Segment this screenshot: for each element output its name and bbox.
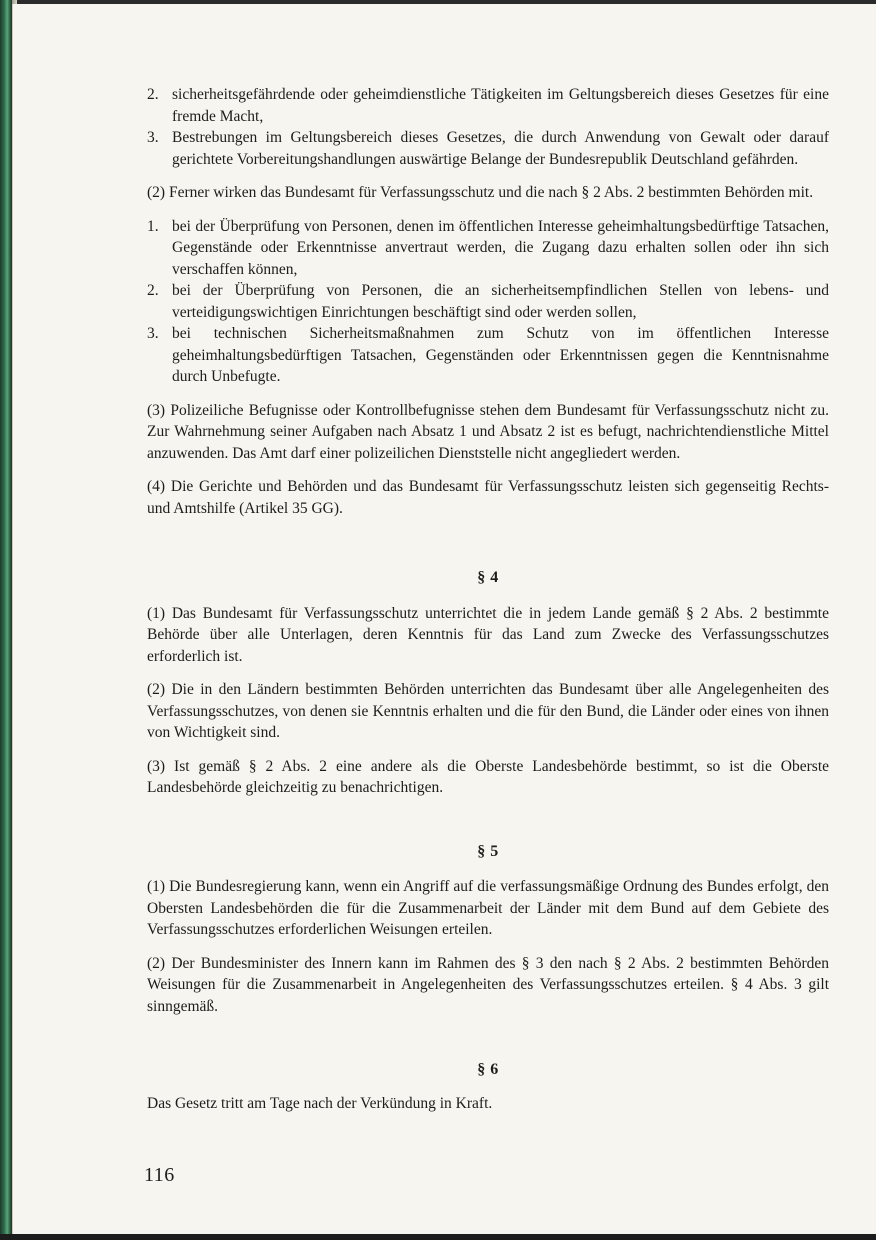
paragraph-4: (4) Die Gerichte und Behörden und das Bundesamt für Verfassungsschutz leisten sich gegenseitig Rechts- und Amtshilfe (Artikel 35 GG). [147,478,829,517]
section-6-heading: § 6 [477,1061,499,1078]
section-4-paragraph: (1) Das Bundesamt für Verfassungsschutz unterrichtet die in jedem Lande gemäß § 2 Abs. 2 bestimmte Behörde über alle Unterlagen, deren Kenntnis für das Land zum Zwecke des Verfassungsschutzes erforderlich ist. [147,604,829,665]
book-binding [0,0,12,1240]
list-item: 1. bei der Überprüfung von Personen, denen im öffentlichen Interesse geheimhaltungsbedürftige Tatsachen, Gegenstände oder Erkenntnisse anvertraut werden, die Zugang dazu erhalten sollen oder ihn sich verschaffen können, [147,217,829,278]
section-4-paragraph: (3) Ist gemäß § 2 Abs. 2 eine andere als die Oberste Landesbehörde bestimmt, so ist die Oberste Landesbehörde gleichzeitig zu benachrichtigen. [147,757,829,796]
intro-list [147,84,829,170]
list-item: 3. bei technischen Sicherheitsmaßnahmen zum Schutz von im öffentlichen Interesse geheimhaltungsbedürftigen Tatsachen, Gegenständen oder Erkenntnissen gegen die Kenntnisnahme durch Unbefugte. [147,325,829,385]
participation-list [147,216,829,388]
scan-bottom-edge [0,1234,876,1240]
section-6-paragraph: Das Gesetz tritt am Tage nach der Verkündung in Kraft. [147,1094,493,1112]
section-4-heading: § 4 [477,569,499,586]
list-item: 2. sicherheitsgefährdende oder geheimdienstliche Tätigkeiten im Geltungsbereich dieses Gesetzes für eine fremde Macht, [147,86,829,125]
paragraph-2: (2) Ferner wirken das Bundesamt für Verfassungsschutz und die nach § 2 Abs. 2 bestimmten Behörden mit. [147,184,814,201]
section-5-paragraph: (1) Die Bundesregierung kann, wenn ein Angriff auf die verfassungsmäßige Ordnung des Bundes erfolgt, den Obersten Landesbehörden die für die Zusammenarbeit der Länder mit dem Bund auf dem Gebiete des Verfassungsschutzes erforderlichen Weisungen erteilen. [147,878,829,938]
section-5-paragraph: (2) Der Bundesminister des Innern kann im Rahmen des § 3 den nach § 2 Abs. 2 bestimmten Behörden Weisungen für die Zusammenarbeit in Angelegenheiten des Verfassungsschutzes erteilen. § 4 Abs. 3 gilt sinngemäß. [147,954,829,1015]
section-4-paragraph: (2) Die in den Ländern bestimmten Behörden unterrichten das Bundesamt über alle Angelegenheiten des Verfassungsschutzes, von denen sie Kenntnis erhalten und die für den Bund, die Länder oder eines von ihnen von Wichtigkeit sind. [147,681,829,741]
section-5-heading: § 5 [477,842,499,860]
list-item: 3. Bestrebungen im Geltungsbereich dieses Gesetzes, die durch Anwendung von Gewalt oder darauf gerichtete Vorbereitungshandlungen auswärtige Belange der Bundesrepublik Deutschland gefährden. [147,129,829,168]
page-text [147,84,829,1126]
list-item: 2. bei der Überprüfung von Personen, die an sicherheitsempfindlichen Stellen von lebens- und verteidigungswichtigen Einrichtungen beschäftigt sind oder werden sollen, [147,282,829,321]
paragraph-3: (3) Polizeiliche Befugnisse oder Kontrollbefugnisse stehen dem Bundesamt für Verfassungsschutz nicht zu. Zur Wahrnehmung seiner Aufgaben nach Absatz 1 und Absatz 2 ist es befugt, nachrichtendienstliche Mittel anzuwenden. Das Amt darf einer polizeilichen Dienststelle nicht angegliedert werden. [147,401,829,462]
page-number: 116 [144,1164,175,1186]
